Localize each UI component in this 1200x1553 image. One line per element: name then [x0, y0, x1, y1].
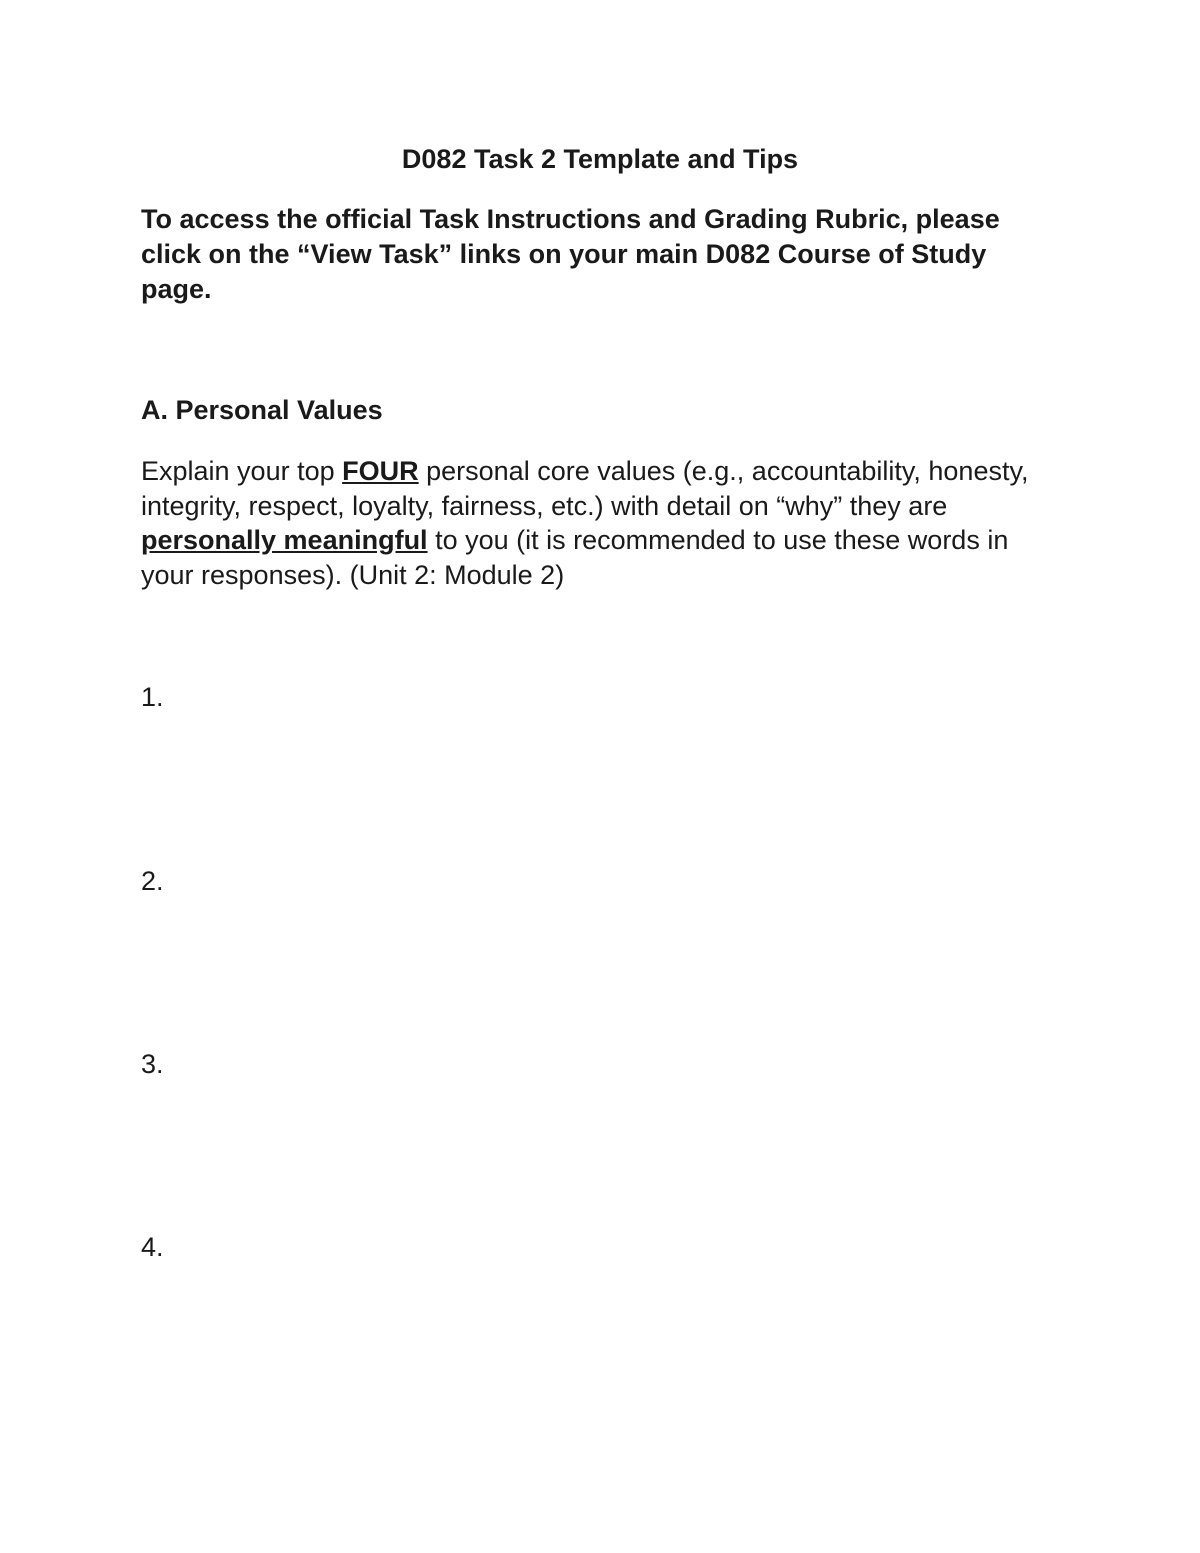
list-item-number: 4. — [141, 1232, 164, 1262]
list-item-number: 2. — [141, 866, 164, 896]
intro-paragraph: To access the official Task Instructions and Grading Rubric, please click on the “View Task” links on your main D082 Course of Study page. — [141, 204, 1000, 304]
document-title: D082 Task 2 Template and Tips — [401, 144, 799, 174]
emphasis-personally-meaningful: personally meaningful — [141, 525, 428, 555]
list-item-number: 3. — [141, 1049, 164, 1079]
section-heading: A. Personal Values — [141, 395, 383, 425]
instructions-text-2: personal core values (e.g., accountability, honesty, integrity, respect, loyalty, fairness, etc.) with detail on “why” they are — [141, 456, 1029, 521]
emphasis-four: FOUR — [342, 456, 419, 486]
instructions-text-3: to you (it is recommended to use these words in your responses). (Unit 2: Module 2) — [141, 525, 1009, 590]
instructions-paragraph — [141, 454, 1061, 592]
list-item-number: 1. — [141, 682, 164, 712]
instructions-text-1: Explain your top — [141, 456, 343, 486]
